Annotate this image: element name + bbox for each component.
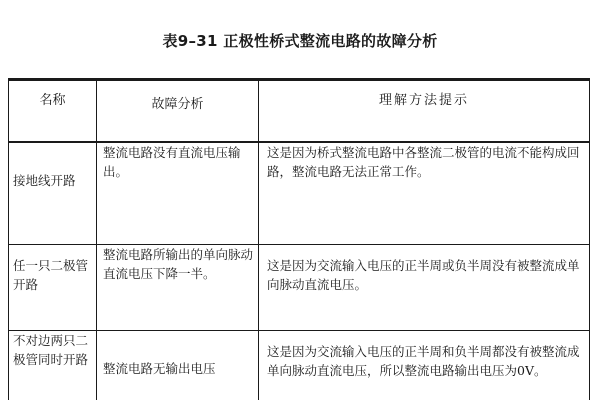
header-understanding-tip: 理解方法提示 xyxy=(259,80,590,143)
table-row xyxy=(9,142,590,245)
fault-analysis-table xyxy=(8,78,590,400)
row-tip: 这是因为交流输入电压的正半周和负半周都没有被整流成单向脉动直流电压，所以整流电路输出电压为0V。 xyxy=(259,331,590,400)
header-name: 名称 xyxy=(9,80,97,143)
row-fault: 整流电路没有直流电压输出。 xyxy=(97,142,259,245)
row-fault: 整流电路所输出的单向脉动直流电压下降一半。 xyxy=(97,245,259,331)
table-title: 表9–31 正极性桥式整流电路的故障分析 xyxy=(162,32,438,50)
row-tip: 这是因为交流输入电压的正半周或负半周没有被整流成单向脉动直流电压。 xyxy=(259,245,590,331)
row-name: 任一只二极管开路 xyxy=(9,245,97,331)
table-row xyxy=(9,331,590,400)
table-header-row xyxy=(9,80,590,143)
table-row xyxy=(9,245,590,331)
row-fault: 整流电路无输出电压 xyxy=(97,331,259,400)
header-fault-analysis: 故障分析 xyxy=(97,80,259,143)
row-name: 不对边两只二极管同时开路 xyxy=(9,331,97,400)
row-name: 接地线开路 xyxy=(9,142,97,245)
row-tip: 这是因为桥式整流电路中各整流二极管的电流不能构成回路，整流电路无法正常工作。 xyxy=(259,142,590,245)
